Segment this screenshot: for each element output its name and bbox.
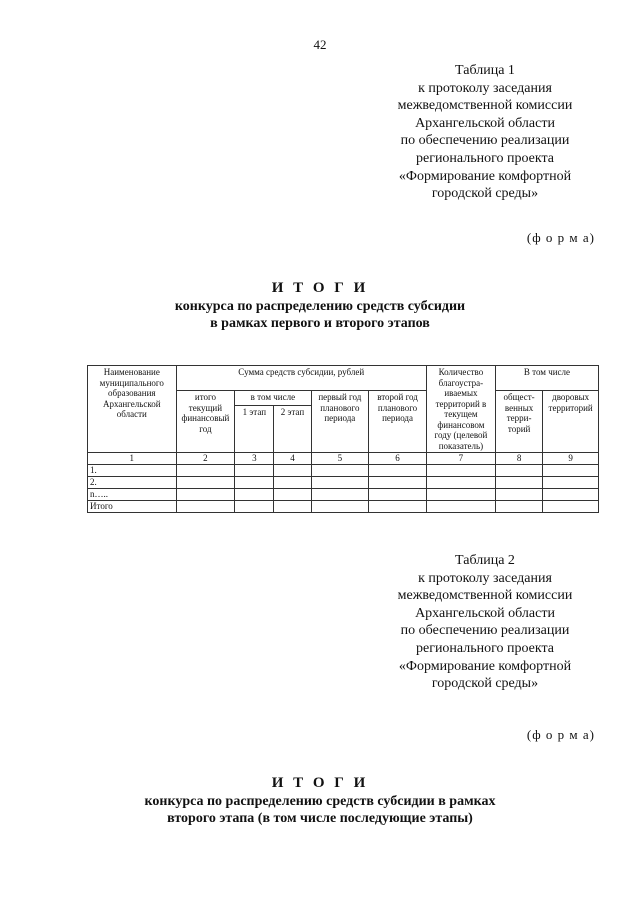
table-cell	[543, 488, 599, 500]
table-cell	[311, 476, 369, 488]
section-subtitle-line: в рамках первого и второго этапов	[210, 316, 430, 331]
header-second-planning-year: второй год планового периода	[369, 391, 427, 453]
row-label: 2.	[88, 476, 177, 488]
appendix-line: Архангельской области	[415, 115, 555, 131]
appendix-line: Архангельской области	[415, 605, 555, 621]
table-cell	[176, 488, 235, 500]
table-cell	[235, 476, 274, 488]
table-cell	[543, 464, 599, 476]
table-cell	[543, 476, 599, 488]
table-cell	[274, 488, 311, 500]
row-label: Итого	[88, 500, 177, 512]
table-cell	[495, 488, 542, 500]
header-territories-count: Количество благоустра-иваемых территорий в текущем финансовом году (целевой показатель)	[426, 366, 495, 453]
appendix-line: к протоколу заседания	[418, 80, 552, 96]
table-cell	[176, 500, 235, 512]
header-stage-1: 1 этап	[235, 406, 274, 453]
table-cell	[495, 500, 542, 512]
table-cell	[235, 500, 274, 512]
appendix-line: Таблица 1	[455, 63, 515, 78]
appendix-line: Таблица 2	[455, 553, 515, 568]
column-number: 9	[543, 453, 599, 465]
row-label: 1.	[88, 464, 177, 476]
table-row	[88, 500, 599, 512]
page-number: 42	[313, 37, 327, 52]
column-number: 3	[235, 453, 274, 465]
table-cell	[235, 488, 274, 500]
table-cell	[426, 476, 495, 488]
results-table	[87, 365, 599, 513]
column-number: 2	[176, 453, 235, 465]
table-cell	[543, 500, 599, 512]
table-cell	[274, 500, 311, 512]
column-number: 5	[311, 453, 369, 465]
table-cell	[369, 464, 427, 476]
column-number: 4	[274, 453, 311, 465]
table-row	[88, 464, 599, 476]
section-subtitle-line: конкурса по распределению средств субсидии в рамках	[144, 794, 496, 809]
column-number: 8	[495, 453, 542, 465]
table-row	[88, 488, 599, 500]
table-cell	[426, 488, 495, 500]
appendix-line: к протоколу заседания	[418, 570, 552, 586]
table-cell	[235, 464, 274, 476]
appendix-line: межведомственной комиссии	[397, 588, 573, 604]
table-cell	[369, 476, 427, 488]
header-yard-territories: дворовых территорий	[543, 391, 599, 453]
table-cell	[369, 488, 427, 500]
table-header-row	[88, 366, 599, 391]
appendix-note-table-1	[370, 62, 600, 203]
column-number: 7	[426, 453, 495, 465]
table-cell	[426, 500, 495, 512]
header-subsidy-sum: Сумма средств субсидии, рублей	[176, 366, 426, 391]
section-subtitle-line: второго этапа (в том числе последующие этапы)	[167, 811, 473, 826]
appendix-line: регионального проекта	[415, 640, 555, 656]
header-first-planning-year: первый год планового периода	[311, 391, 369, 453]
column-number: 1	[88, 453, 177, 465]
header-municipality: Наименование муниципального образования Архангельской области	[88, 366, 177, 453]
table-cell	[495, 476, 542, 488]
section-title: И Т О Г И	[271, 775, 369, 791]
table-row	[88, 476, 599, 488]
section-title: И Т О Г И	[271, 280, 369, 296]
table-cell	[311, 464, 369, 476]
appendix-line: «Формирование комфортной	[398, 658, 572, 674]
table-cell	[176, 464, 235, 476]
row-label: n…..	[88, 488, 177, 500]
appendix-line: регионального проекта	[415, 150, 555, 166]
table-cell	[176, 476, 235, 488]
section-subtitle-line: конкурса по распределению средств субсидии	[174, 299, 466, 314]
table-cell	[311, 488, 369, 500]
column-number-row	[88, 453, 599, 465]
section-1-heading	[0, 278, 640, 332]
table-cell	[311, 500, 369, 512]
section-2-heading	[0, 773, 640, 827]
table-cell	[495, 464, 542, 476]
header-total-current-year: итого текущий финансовый год	[176, 391, 235, 453]
header-of-which: В том числе	[495, 366, 598, 391]
appendix-line: городской среды»	[431, 676, 539, 692]
header-public-territories: общест-венных терри-торий	[495, 391, 542, 453]
form-mark: (ф о р м а)	[526, 727, 595, 742]
header-stage-2: 2 этап	[274, 406, 311, 453]
table-cell	[274, 464, 311, 476]
appendix-line: межведомственной комиссии	[397, 98, 573, 114]
appendix-line: городской среды»	[431, 186, 539, 202]
header-including: в том числе	[235, 391, 311, 406]
appendix-line: «Формирование комфортной	[398, 168, 572, 184]
table-cell	[369, 500, 427, 512]
form-mark: (ф о р м а)	[526, 230, 595, 245]
appendix-line: по обеспечению реализации	[400, 133, 570, 149]
appendix-line: по обеспечению реализации	[400, 623, 570, 639]
appendix-note-table-2	[370, 552, 600, 693]
column-number: 6	[369, 453, 427, 465]
table-cell	[274, 476, 311, 488]
table-cell	[426, 464, 495, 476]
